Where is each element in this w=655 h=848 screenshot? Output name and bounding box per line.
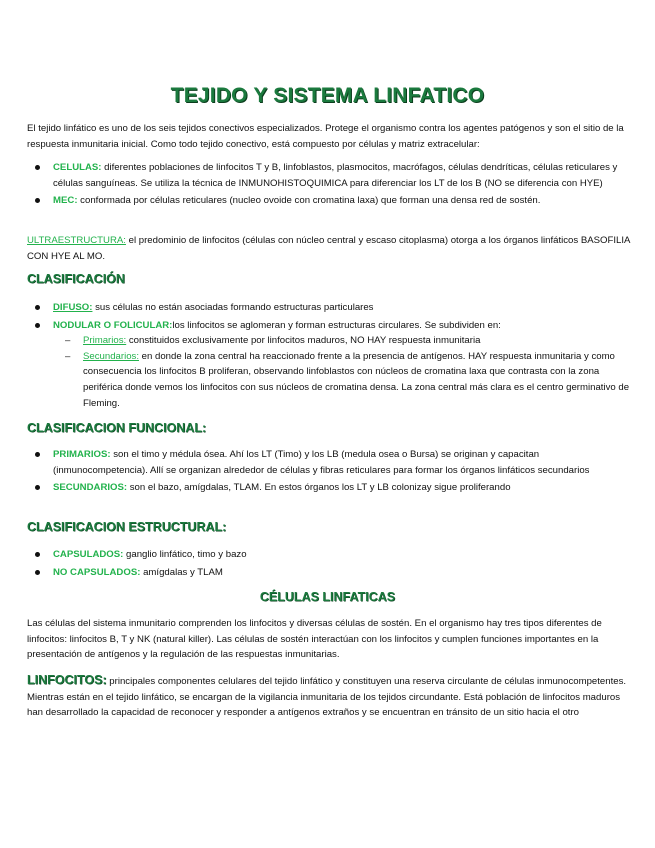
list-item bbox=[53, 333, 630, 349]
term-linfocitos: LINFOCITOS: bbox=[27, 673, 107, 687]
section-heading-celulas: CÉLULAS LINFATICAS bbox=[259, 590, 396, 604]
estructural-list bbox=[27, 547, 630, 582]
list-item bbox=[27, 447, 630, 478]
intro-paragraph: El tejido linfático es uno de los seis tejidos conectivos especializados. Protege el organismo contra los agentes patógenos y son el sitio de la respuesta inmunitaria inicial. Como todo tejido conectivo, está compuesto por células y matriz extracelular: bbox=[27, 123, 624, 150]
term-difuso: DIFUSO: bbox=[53, 302, 93, 313]
clasificacion-list bbox=[27, 300, 630, 413]
list-item bbox=[27, 300, 630, 316]
nodular-sublist bbox=[53, 333, 630, 411]
term-secundarios-nodular: Secundarios: bbox=[83, 350, 139, 362]
term-ultraestructura: ULTRAESTRUCTURA: bbox=[27, 235, 126, 246]
term-text: el predominio de linfocitos (células con núcleo central y escaso citoplasma) otorga a los órganos linfáticos BASOFILIA CON HYE AL MO. bbox=[27, 235, 630, 262]
list-item bbox=[27, 547, 630, 563]
term-celulas: CELULAS: bbox=[53, 162, 102, 173]
term-mec: MEC: bbox=[53, 195, 78, 207]
term-text: principales componentes celulares del tejido linfático y constituyen una reserva circulante de células inmunocompetentes. Mientras están en el tejido linfático, se encargan de la vigilancia inmunitaria de los tejidos circundante. Está población de linfocitos maduros han desarrollado la capacidad de reconocer y responder a antígenos extraños y se encuentran en tránsito de un sitio hacia el otro bbox=[27, 676, 627, 719]
list-item bbox=[27, 318, 630, 412]
celulas-paragraph: Las células del sistema inmunitario comprenden los linfocitos y diversas células de sostén. En el organismo hay tres tipos diferentes de linfocitos: linfocitos B, T y NK (natural killer). Las células de sostén interactúan con los linfocitos y cumplen funciones importantes en la presentación de antígenos y la regulación de las respuestas inmunitarias. bbox=[27, 618, 602, 661]
term-primarios-nodular: Primarios: bbox=[83, 335, 127, 347]
ultraestructura-paragraph bbox=[27, 233, 630, 264]
section-heading-estructural: CLASIFICACION ESTRUCTURAL: bbox=[27, 520, 227, 534]
term-text: constituidos exclusivamente por linfocitos maduros, NO HAY respuesta inmunitaria bbox=[126, 335, 481, 347]
term-text: diferentes poblaciones de linfocitos T y B, linfoblastos, plasmocitos, macrófagos, células dendríticas, células reticulares y células sanguíneas. Se utiliza la técnica de INMUNOHISTOQUIMICA para diferenciar los LT de los B (NO se diferencia con HYE) bbox=[53, 162, 618, 189]
list-item bbox=[27, 193, 630, 209]
page-title: TEJIDO Y SISTEMA LINFATICO bbox=[170, 84, 485, 107]
term-text: son el timo y médula ósea. Ahí los LT (Timo) y los LB (medula osea o Bursa) se originan y capacitan (inmunocompetencia). Allí se organizan alrededor de células y fibras reticulares para formar los órganos linfáticos secundarios bbox=[53, 449, 590, 476]
section-heading-funcional: CLASIFICACION FUNCIONAL: bbox=[27, 421, 207, 435]
term-secundarios: SECUNDARIOS: bbox=[53, 482, 128, 494]
term-text: en donde la zona central ha reaccionado frente a la presencia de antígenos. HAY respuesta inmunitaria y como consecuencia los linfocitos B proliferan, observando linfoblastos con núcleos de cromatina laxa que contrasta con la zona periférica donde vemos los linfocitos con sus núcleos de cromatina densa. La zona central más clara es el centro germinativo de Fleming. bbox=[83, 350, 630, 409]
linfocitos-paragraph bbox=[27, 673, 630, 721]
components-list bbox=[27, 160, 630, 211]
term-text: sus células no están asociadas formando estructuras particulares bbox=[92, 302, 374, 313]
term-text: los linfocitos se aglomeran y forman estructuras circulares. Se subdividen en: bbox=[172, 319, 501, 331]
term-no-capsulados: NO CAPSULADOS: bbox=[53, 566, 141, 578]
term-text: amígdalas y TLAM bbox=[140, 566, 223, 578]
list-item bbox=[27, 565, 630, 581]
term-nodular: NODULAR O FOLICULAR: bbox=[53, 319, 173, 331]
term-capsulados: CAPSULADOS: bbox=[53, 549, 124, 560]
section-heading-clasificacion: CLASIFICACIÓN bbox=[27, 272, 125, 286]
funcional-list bbox=[27, 447, 630, 498]
list-item bbox=[53, 349, 630, 411]
term-primarios: PRIMARIOS: bbox=[53, 449, 111, 460]
term-text: son el bazo, amígdalas, TLAM. En estos órganos los LT y LB colonizay sigue proliferando bbox=[127, 482, 511, 494]
list-item bbox=[27, 160, 630, 191]
list-item bbox=[27, 480, 630, 496]
term-text: ganglio linfático, timo y bazo bbox=[123, 549, 247, 560]
term-text: conformada por células reticulares (nucleo ovoide con cromatina laxa) que forman una densa red de sostén. bbox=[77, 195, 541, 207]
